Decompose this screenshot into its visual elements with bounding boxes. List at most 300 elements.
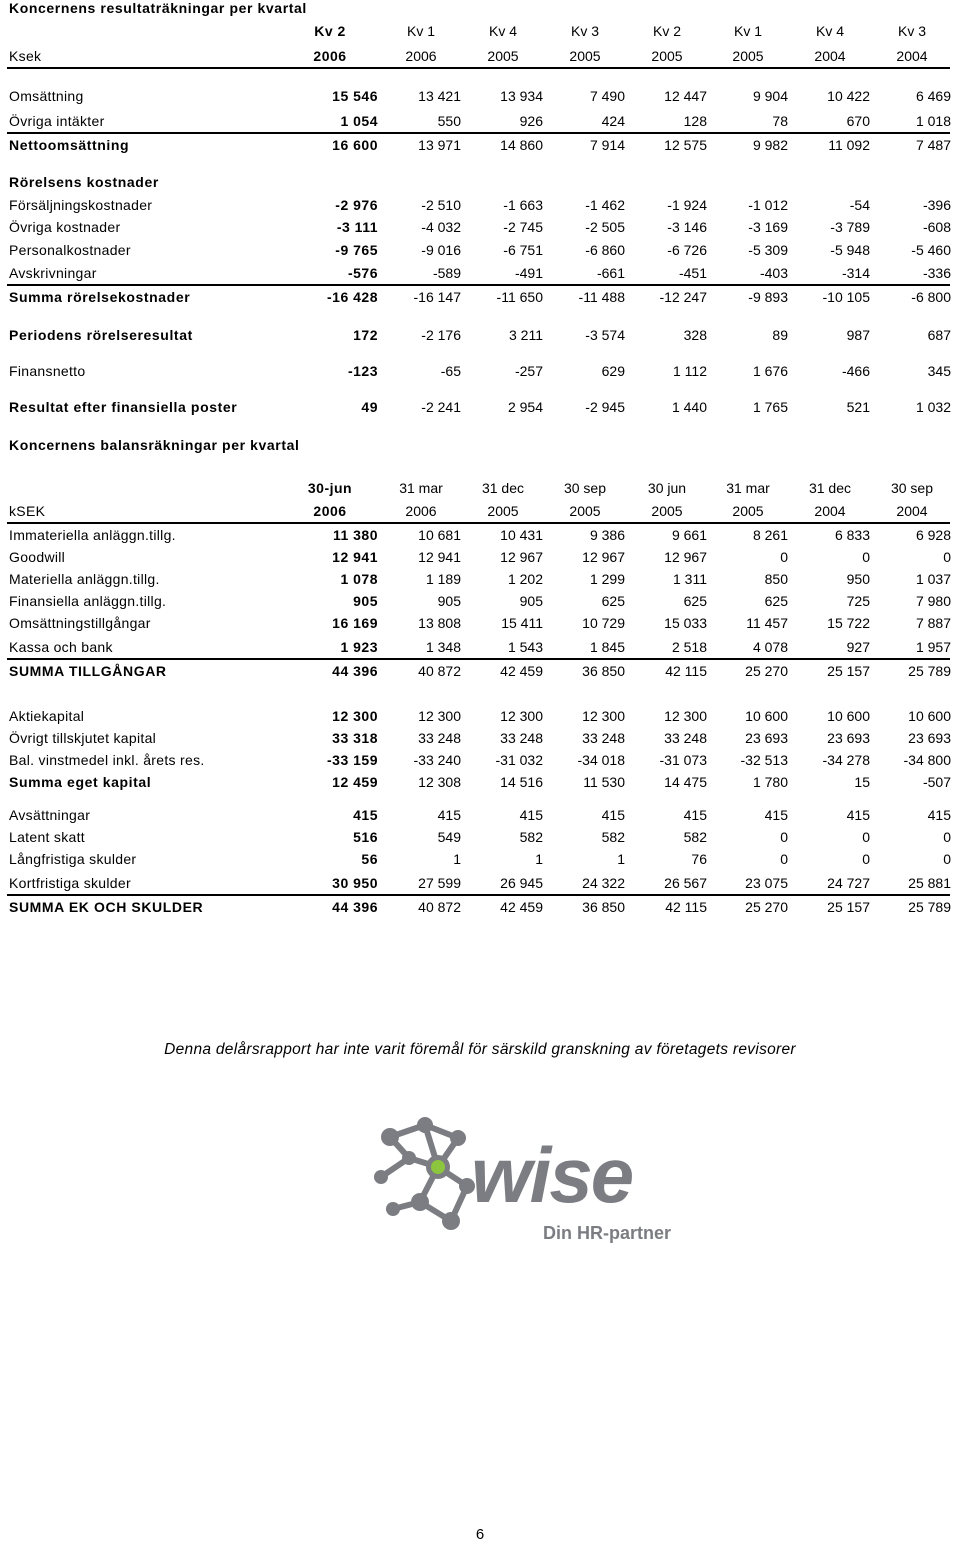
row-value: 1 018 — [915, 113, 951, 129]
row-value: -65 — [440, 363, 461, 379]
row-label: SUMMA EK OCH SKULDER — [9, 899, 204, 915]
income-row — [9, 135, 949, 155]
row-value: 42 115 — [665, 663, 707, 679]
row-value: Kv 1 — [733, 23, 762, 39]
row-value: 36 850 — [582, 663, 625, 679]
row-value: 905 — [437, 593, 461, 609]
row-value: 2004 — [814, 503, 846, 519]
row-value: 9 904 — [752, 88, 788, 104]
row-value: 23 693 — [908, 730, 951, 746]
row-value: 15 722 — [827, 615, 870, 631]
row-label: Goodwill — [9, 549, 66, 565]
row-value: 1 765 — [752, 399, 788, 415]
row-value: 582 — [519, 829, 543, 845]
row-value: 625 — [601, 593, 625, 609]
income-row — [9, 287, 949, 307]
row-value: 549 — [437, 829, 461, 845]
row-value: 625 — [764, 593, 788, 609]
row-value: 44 396 — [332, 899, 378, 915]
row-value: 25 157 — [827, 899, 870, 915]
row-value: -10 105 — [822, 289, 870, 305]
row-value: -6 860 — [585, 242, 625, 258]
balance-row — [9, 750, 949, 770]
row-value: -31 073 — [659, 752, 707, 768]
row-value: 33 248 — [500, 730, 543, 746]
row-label: Omsättning — [9, 88, 84, 104]
row-value: 15 033 — [664, 615, 707, 631]
row-label: Försäljningskostnader — [9, 197, 153, 213]
row-value: 30-jun — [307, 480, 353, 496]
page-number: 6 — [475, 1526, 485, 1543]
row-value: 1 078 — [340, 571, 378, 587]
balance-row — [9, 569, 949, 589]
row-value: 14 516 — [500, 774, 543, 790]
row-value: 1 202 — [507, 571, 543, 587]
row-value: -507 — [922, 774, 951, 790]
row-value: 6 833 — [834, 527, 870, 543]
row-value: 7 980 — [915, 593, 951, 609]
row-value: 2 954 — [507, 399, 543, 415]
row-value: -54 — [849, 197, 870, 213]
row-label: Summa rörelsekostnader — [9, 289, 191, 305]
row-label: Kortfristiga skulder — [9, 875, 131, 891]
row-value: -589 — [432, 265, 461, 281]
row-value: 25 881 — [908, 875, 951, 891]
row-value: -11 650 — [496, 289, 543, 305]
row-label: Ksek — [9, 48, 42, 64]
row-value: 0 — [943, 829, 951, 845]
balance-row — [9, 849, 949, 869]
row-value: 42 459 — [500, 663, 543, 679]
row-value: -32 513 — [740, 752, 788, 768]
balance-row — [9, 805, 949, 825]
row-value: 25 270 — [745, 899, 788, 915]
row-value: -1 924 — [667, 197, 707, 213]
balance-row — [9, 897, 949, 917]
row-value: 6 928 — [915, 527, 951, 543]
row-value: 7 490 — [589, 88, 625, 104]
row-value: 1 — [453, 851, 461, 867]
income-row — [9, 195, 949, 215]
row-value: 78 — [772, 113, 788, 129]
row-value: Kv 3 — [897, 23, 926, 39]
row-label: Omsättningstillgångar — [9, 615, 151, 631]
row-value: -31 032 — [495, 752, 543, 768]
row-value: 15 — [854, 774, 870, 790]
row-value: 1 440 — [671, 399, 707, 415]
row-value: -12 247 — [659, 289, 707, 305]
row-value: 30 950 — [332, 875, 378, 891]
row-value: 2004 — [896, 48, 928, 64]
row-value: 1 189 — [425, 571, 461, 587]
row-value: 1 037 — [915, 571, 951, 587]
row-value: 12 967 — [500, 549, 543, 565]
row-value: 424 — [601, 113, 625, 129]
row-value: 10 729 — [582, 615, 625, 631]
row-value: -4 032 — [421, 219, 461, 235]
row-value: 15 546 — [332, 88, 378, 104]
row-value: 4 078 — [752, 639, 788, 655]
row-value: 1 — [535, 851, 543, 867]
row-value: 0 — [780, 851, 788, 867]
row-value: -403 — [759, 265, 788, 281]
row-value: 12 308 — [418, 774, 461, 790]
header-years — [9, 501, 949, 521]
row-value: 11 457 — [746, 615, 788, 631]
row-value: 0 — [862, 851, 870, 867]
row-value: -336 — [922, 265, 951, 281]
balance-row — [9, 591, 949, 611]
row-label: Nettoomsättning — [9, 137, 130, 153]
row-value: 725 — [846, 593, 870, 609]
row-value: 0 — [862, 829, 870, 845]
row-value: -2 510 — [421, 197, 461, 213]
row-label: Aktiekapital — [9, 708, 85, 724]
row-value: -466 — [841, 363, 870, 379]
row-value: 0 — [780, 829, 788, 845]
row-value: 521 — [846, 399, 870, 415]
row-value: 0 — [862, 549, 870, 565]
row-value: -3 574 — [585, 327, 625, 343]
row-value: 905 — [519, 593, 543, 609]
row-value: 172 — [353, 327, 378, 343]
row-value: 24 322 — [582, 875, 625, 891]
row-label: Övrigt tillskjutet kapital — [9, 730, 157, 746]
row-value: 0 — [943, 549, 951, 565]
income-row — [9, 361, 949, 381]
row-value: -2 976 — [335, 197, 378, 213]
section-costs-heading: Rörelsens kostnader — [9, 174, 159, 190]
row-value: -6 751 — [503, 242, 543, 258]
balance-row — [9, 728, 949, 748]
row-value: -396 — [922, 197, 951, 213]
row-value: 582 — [601, 829, 625, 845]
row-value: -661 — [596, 265, 625, 281]
wise-logo — [373, 1105, 683, 1255]
row-value: 13 971 — [418, 137, 461, 153]
row-value: 23 075 — [745, 875, 788, 891]
row-label: Övriga intäkter — [9, 113, 105, 129]
row-value: Kv 4 — [488, 23, 517, 39]
row-value: 13 421 — [418, 88, 461, 104]
row-value: 415 — [846, 807, 870, 823]
row-value: 16 600 — [332, 137, 378, 153]
row-value: -34 018 — [577, 752, 625, 768]
row-value: 345 — [927, 363, 951, 379]
row-value: -314 — [841, 265, 870, 281]
row-label: Avsättningar — [9, 807, 91, 823]
row-value: 2004 — [814, 48, 846, 64]
balance-row — [9, 873, 949, 893]
row-value: 950 — [846, 571, 870, 587]
row-value: 33 318 — [332, 730, 378, 746]
row-value: 10 600 — [827, 708, 870, 724]
row-value: -1 462 — [585, 197, 625, 213]
row-value: -9 016 — [421, 242, 461, 258]
row-value: -11 488 — [578, 289, 625, 305]
row-value: -3 169 — [748, 219, 788, 235]
row-value: -576 — [347, 265, 378, 281]
row-value: 25 789 — [908, 663, 951, 679]
row-label: Personalkostnader — [9, 242, 131, 258]
balance-row — [9, 525, 949, 545]
row-value: 3 211 — [509, 327, 543, 343]
row-value: -3 146 — [667, 219, 707, 235]
row-value: 23 693 — [827, 730, 870, 746]
row-value: 49 — [361, 399, 378, 415]
row-label: Periodens rörelseresultat — [9, 327, 193, 343]
row-value: -5 309 — [748, 242, 788, 258]
row-value: 16 169 — [332, 615, 378, 631]
row-value: 13 808 — [418, 615, 461, 631]
row-value: 10 431 — [500, 527, 543, 543]
row-value: 12 575 — [664, 137, 707, 153]
row-value: 12 300 — [418, 708, 461, 724]
row-value: 516 — [353, 829, 378, 845]
row-value: 10 600 — [908, 708, 951, 724]
row-value: 2005 — [487, 48, 519, 64]
row-value: 2005 — [569, 503, 601, 519]
row-value: 2 518 — [671, 639, 707, 655]
row-value: -608 — [922, 219, 951, 235]
income-row — [9, 240, 949, 260]
row-value: -2 176 — [421, 327, 461, 343]
row-value: -5 948 — [830, 242, 870, 258]
network-icon — [374, 1117, 475, 1230]
row-label: Kassa och bank — [9, 639, 113, 655]
row-value: 12 300 — [582, 708, 625, 724]
row-value: 2005 — [732, 48, 764, 64]
row-value: 23 693 — [745, 730, 788, 746]
row-value: 76 — [691, 851, 707, 867]
row-value: -123 — [347, 363, 378, 379]
row-value: 10 600 — [745, 708, 788, 724]
row-value: 905 — [353, 593, 378, 609]
row-value: 10 422 — [827, 88, 870, 104]
row-value: -34 278 — [822, 752, 870, 768]
row-value: 42 115 — [665, 899, 707, 915]
row-value: 6 469 — [915, 88, 951, 104]
row-value: 12 941 — [418, 549, 461, 565]
row-value: 7 887 — [915, 615, 951, 631]
row-value: 1 032 — [915, 399, 951, 415]
row-value: -1 012 — [748, 197, 788, 213]
row-value: -1 663 — [503, 197, 543, 213]
row-value: 1 348 — [425, 639, 461, 655]
income-row — [9, 325, 949, 345]
header-years — [9, 46, 949, 66]
row-value: 926 — [519, 113, 543, 129]
row-value: 0 — [943, 851, 951, 867]
row-value: 1 054 — [340, 113, 378, 129]
row-value: 670 — [846, 113, 870, 129]
row-value: -3 111 — [336, 219, 378, 235]
row-value: 415 — [601, 807, 625, 823]
row-value: 328 — [683, 327, 707, 343]
row-value: 2005 — [487, 503, 519, 519]
row-value: -5 460 — [911, 242, 951, 258]
row-value: 42 459 — [500, 899, 543, 915]
row-value: 12 300 — [500, 708, 543, 724]
row-value: 12 300 — [664, 708, 707, 724]
row-value: 2005 — [651, 503, 683, 519]
row-value: -2 745 — [503, 219, 543, 235]
row-value: 25 157 — [827, 663, 870, 679]
row-value: 9 982 — [752, 137, 788, 153]
row-label: Bal. vinstmedel inkl. årets res. — [9, 752, 205, 768]
row-value: -2 945 — [585, 399, 625, 415]
row-value: 2005 — [732, 503, 764, 519]
balance-row — [9, 613, 949, 633]
row-value: 44 396 — [332, 663, 378, 679]
row-value: 56 — [361, 851, 378, 867]
balance-row — [9, 547, 949, 567]
row-value: Kv 2 — [652, 23, 681, 39]
row-value: 7 487 — [915, 137, 951, 153]
row-label: Summa eget kapital — [9, 774, 152, 790]
row-value: -3 789 — [830, 219, 870, 235]
row-value: 1 923 — [340, 639, 378, 655]
row-value: 12 967 — [582, 549, 625, 565]
row-value: 24 727 — [827, 875, 870, 891]
row-value: -9 765 — [335, 242, 378, 258]
row-value: 1 676 — [752, 363, 788, 379]
row-value: 0 — [780, 549, 788, 565]
row-value: 30 sep — [890, 480, 934, 496]
audit-note: Denna delårsrapport har inte varit föremål för särskild granskning av företagets revisorer — [164, 1041, 796, 1058]
row-value: 2004 — [896, 503, 928, 519]
row-value: Kv 2 — [314, 23, 346, 39]
row-value: 415 — [764, 807, 788, 823]
row-value: 36 850 — [582, 899, 625, 915]
logo-wordmark: wise — [471, 1131, 633, 1219]
row-value: 12 447 — [664, 88, 707, 104]
balance-title: Koncernens balansräkningar per kvartal — [9, 437, 300, 453]
row-value: 8 261 — [752, 527, 788, 543]
row-value: -16 147 — [413, 289, 461, 305]
row-value: 10 681 — [418, 527, 461, 543]
row-value: 31 dec — [808, 480, 852, 496]
income-row — [9, 263, 949, 283]
row-value: 1 543 — [507, 639, 543, 655]
row-value: 1 845 — [589, 639, 625, 655]
row-value: -2 241 — [421, 399, 461, 415]
row-value: 31 dec — [481, 480, 525, 496]
row-value: 415 — [927, 807, 951, 823]
row-value: 26 567 — [664, 875, 707, 891]
row-value: -451 — [678, 265, 707, 281]
row-value: 11 092 — [828, 137, 870, 153]
income-title: Koncernens resultaträkningar per kvartal — [9, 0, 307, 16]
row-value: 850 — [764, 571, 788, 587]
row-value: 11 380 — [332, 527, 378, 543]
row-label: kSEK — [9, 503, 46, 519]
row-value: 927 — [846, 639, 870, 655]
row-label: SUMMA TILLGÅNGAR — [9, 663, 167, 679]
header-quarters — [9, 21, 949, 41]
row-value: 40 872 — [418, 663, 461, 679]
row-value: 11 530 — [583, 774, 625, 790]
row-value: 2006 — [405, 48, 437, 64]
income-row — [9, 111, 949, 131]
row-value: 33 248 — [582, 730, 625, 746]
row-value: 1 299 — [589, 571, 625, 587]
row-value: 1 780 — [752, 774, 788, 790]
row-value: -257 — [514, 363, 543, 379]
row-value: -6 726 — [667, 242, 707, 258]
row-label: Finansiella anläggn.tillg. — [9, 593, 167, 609]
row-value: 582 — [683, 829, 707, 845]
row-value: Kv 3 — [570, 23, 599, 39]
balance-row — [9, 827, 949, 847]
row-value: 415 — [437, 807, 461, 823]
balance-row — [9, 637, 949, 657]
row-value: 12 459 — [332, 774, 378, 790]
row-value: 25 789 — [908, 899, 951, 915]
row-value: -33 240 — [413, 752, 461, 768]
row-value: 27 599 — [418, 875, 461, 891]
row-value: 40 872 — [418, 899, 461, 915]
row-value: -491 — [514, 265, 543, 281]
row-value: -9 893 — [748, 289, 788, 305]
row-value: 30 jun — [647, 480, 687, 496]
row-value: Kv 4 — [815, 23, 844, 39]
income-row — [9, 397, 949, 417]
row-value: 1 — [617, 851, 625, 867]
row-value: 7 914 — [589, 137, 625, 153]
row-value: 1 311 — [673, 571, 707, 587]
row-value: 31 mar — [726, 480, 770, 496]
row-value: 415 — [353, 807, 378, 823]
row-value: 12 967 — [664, 549, 707, 565]
row-value: 14 475 — [664, 774, 707, 790]
row-value: 2005 — [651, 48, 683, 64]
row-label: Långfristiga skulder — [9, 851, 137, 867]
row-label: Immateriella anläggn.tillg. — [9, 527, 176, 543]
row-value: 15 411 — [501, 615, 543, 631]
row-value: 12 300 — [332, 708, 378, 724]
row-label: Övriga kostnader — [9, 219, 121, 235]
row-value: 33 248 — [418, 730, 461, 746]
row-value: 26 945 — [500, 875, 543, 891]
row-value: 30 sep — [563, 480, 607, 496]
row-label: Resultat efter finansiella poster — [9, 399, 238, 415]
row-value: 1 112 — [673, 363, 707, 379]
row-label: Avskrivningar — [9, 265, 97, 281]
logo-tagline: Din HR-partner — [543, 1223, 672, 1243]
row-value: 31 mar — [399, 480, 443, 496]
row-value: 625 — [683, 593, 707, 609]
header-dates — [9, 478, 949, 498]
row-value: -34 800 — [903, 752, 951, 768]
row-label: Materiella anläggn.tillg. — [9, 571, 160, 587]
row-value: Kv 1 — [406, 23, 435, 39]
row-value: 550 — [437, 113, 461, 129]
row-value: 2006 — [405, 503, 437, 519]
row-value: 415 — [683, 807, 707, 823]
income-row — [9, 86, 949, 106]
row-value: 25 270 — [745, 663, 788, 679]
row-label: Finansnetto — [9, 363, 86, 379]
row-value: -6 800 — [911, 289, 951, 305]
row-label: Latent skatt — [9, 829, 85, 845]
row-value: 9 661 — [671, 527, 707, 543]
row-value: 12 941 — [332, 549, 378, 565]
balance-row — [9, 706, 949, 726]
row-value: 14 860 — [500, 137, 543, 153]
row-value: 2006 — [313, 48, 347, 64]
balance-row — [9, 772, 949, 792]
